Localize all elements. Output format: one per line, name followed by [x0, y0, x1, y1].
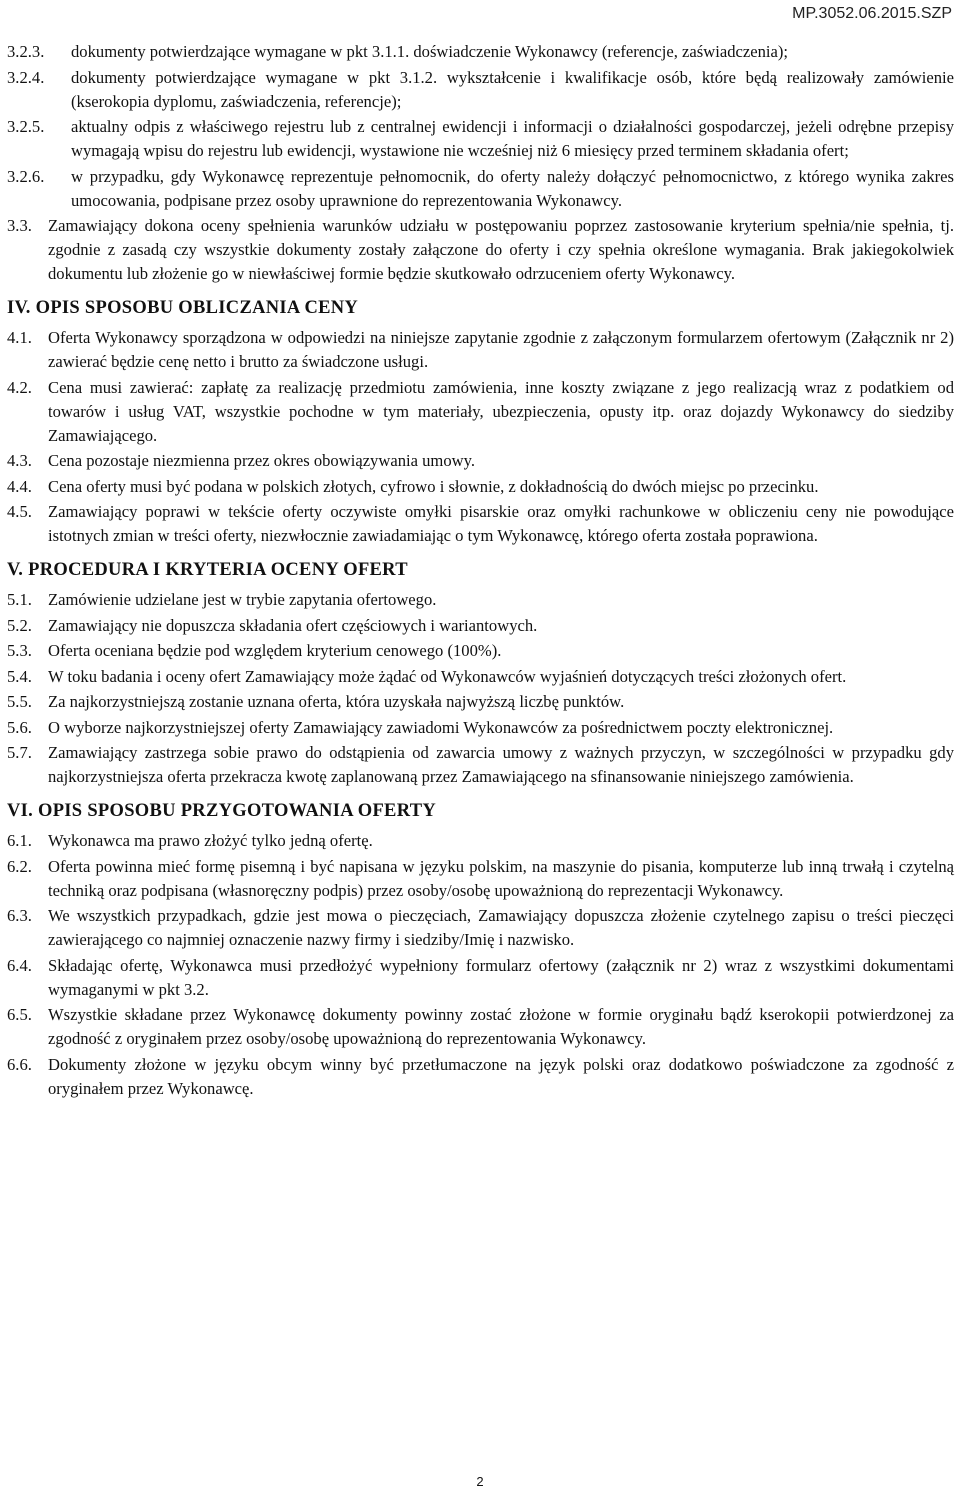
- item-number: 6.3.: [7, 906, 32, 925]
- item-text: Wszystkie składane przez Wykonawcę dokumenty powinny zostać złożone w formie oryginału bądź kserokopii potwierdzonej za zgodność z oryginałem przez osoby/osobę upoważnioną do reprezentowania Wykonawcy.: [48, 1005, 954, 1048]
- item-text: Zamawiający zastrzega sobie prawo do odstąpienia od zawarcia umowy z ważnych przyczyn, w szczególności w przypadku gdy najkorzystniejsza oferta przekracza kwotę zaplanowaną przez Zamawiającego na sfinansowanie niniejszego zamówienia.: [48, 743, 954, 786]
- item-text: We wszystkich przypadkach, gdzie jest mowa o pieczęciach, Zamawiający dopuszcza złożenie czytelnego zapisu o treści pieczęci zawierającego co najmniej oznaczenie nazwy firmy i siedziby/Imię i nazwisko.: [48, 906, 954, 949]
- item-text: w przypadku, gdy Wykonawcę reprezentuje pełnomocnik, do oferty należy dołączyć pełnomocnictwo, z którego wynika zakres umocowania, podpisane przez osoby uprawnione do reprezentowania Wykonawcy.: [71, 166, 954, 210]
- item-number: 4.3.: [7, 451, 32, 470]
- item-number: 4.5.: [7, 502, 32, 521]
- section-heading: V. PROCEDURA I KRYTERIA OCENY OFERT: [7, 560, 408, 580]
- item-number: 6.5.: [7, 1005, 32, 1024]
- list-item: [7, 904, 954, 952]
- list-item: [7, 214, 954, 286]
- item-text: Oferta oceniana będzie pod względem kryterium cenowego (100%).: [48, 641, 502, 660]
- list-item: [7, 639, 954, 663]
- page-number: 2: [476, 1474, 484, 1489]
- item-text: Składając ofertę, Wykonawca musi przedłożyć wypełniony formularz ofertowy (załącznik nr 2) wraz z wszystkimi dokumentami wymaganymi w pkt 3.2.: [48, 955, 954, 999]
- item-number: 5.6.: [7, 717, 32, 737]
- list-item: [7, 741, 954, 789]
- item-number: 3.2.5.: [7, 117, 45, 136]
- item-number: 6.2.: [7, 856, 32, 876]
- item-text: Oferta powinna mieć formę pisemną i być napisana w języku polskim, na maszynie do pisania, komputerze lub inną trwałą i czytelną techniką oraz podpisana (własnoręczny podpis) przez osoby/osobę upoważnioną do reprezentacji Wykonawcy.: [48, 856, 954, 900]
- item-number: 3.3.: [7, 216, 32, 235]
- list-item: [7, 588, 954, 612]
- item-number: 5.7.: [7, 743, 32, 762]
- item-text: dokumenty potwierdzające wymagane w pkt 3.1.2. wykształcenie i kwalifikacje osób, które będą realizowały zamówienie (kserokopia dyplomu, zaświadczenia, referencje);: [71, 67, 954, 111]
- item-number: 5.5.: [7, 692, 32, 711]
- list-item: [7, 40, 954, 64]
- item-number: 6.4.: [7, 955, 32, 975]
- section-heading: IV. OPIS SPOSOBU OBLICZANIA CENY: [7, 298, 359, 318]
- item-number: 5.2.: [7, 615, 32, 635]
- item-number: 3.2.6.: [7, 166, 45, 186]
- item-text: Zamówienie udzielane jest w trybie zapytania ofertowego.: [48, 590, 437, 609]
- item-text: Za najkorzystniejszą zostanie uznana oferta, która uzyskała najwyższą liczbę punktów.: [48, 692, 625, 711]
- list-item: [7, 165, 954, 213]
- item-number: 5.3.: [7, 641, 32, 660]
- item-text: Oferta Wykonawcy sporządzona w odpowiedzi na niniejsze zapytanie zgodnie z załączonym formularzem ofertowym (Załącznik nr 2) zawierać będzie cenę netto i brutto za świadczone usługi.: [48, 328, 954, 371]
- list-item: [7, 115, 954, 163]
- item-number: 4.2.: [7, 377, 32, 397]
- item-number: 6.6.: [7, 1054, 32, 1074]
- item-text: O wyborze najkorzystniejszej oferty Zamawiający zawiadomi Wykonawców za pośrednictwem poczty elektronicznej.: [48, 717, 834, 737]
- list-item: [7, 1053, 954, 1101]
- item-text: W toku badania i oceny ofert Zamawiający może żądać od Wykonawców wyjaśnień dotyczących treści złożonych ofert.: [48, 666, 847, 686]
- list-item: [7, 829, 954, 853]
- item-text: Cena oferty musi być podana w polskich złotych, cyfrowo i słownie, z dokładnością do dwóch miejsc po przecinku.: [48, 476, 819, 496]
- list-item: [7, 1003, 954, 1051]
- list-item: [7, 665, 954, 689]
- list-item: [7, 855, 954, 903]
- item-text: dokumenty potwierdzające wymagane w pkt 3.1.1. doświadczenie Wykonawcy (referencje, zaświadczenia);: [71, 42, 788, 61]
- item-number: 5.4.: [7, 666, 32, 686]
- item-text: Zamawiający dokona oceny spełnienia warunków udziału w postępowaniu poprzez zastosowanie kryterium spełnia/nie spełnia, tj. zgodnie z zasadą czy wszystkie dokumenty zostały załączone do oferty i czy spełnia określone wymagania. Brak jakiegokolwiek dokumentu lub złożenie go w niewłaściwej formie będzie skutkowało odrzuceniem oferty Wykonawcy.: [48, 216, 954, 283]
- list-item: [7, 614, 954, 638]
- item-text: aktualny odpis z właściwego rejestru lub z centralnej ewidencji i informacji o działalności gospodarczej, jeżeli odrębne przepisy wymagają wpisu do rejestru lub ewidencji, wystawione nie wcześniej niż 6 miesięcy przed terminem składania ofert;: [71, 117, 954, 160]
- list-item: [7, 716, 954, 740]
- list-item: [7, 376, 954, 448]
- list-item: [7, 449, 954, 473]
- item-number: 3.2.4.: [7, 67, 45, 87]
- item-number: 4.4.: [7, 476, 32, 496]
- item-number: 3.2.3.: [7, 42, 45, 61]
- list-item: [7, 500, 954, 548]
- item-number: 4.1.: [7, 328, 32, 347]
- document-reference: MP.3052.06.2015.SZP: [792, 5, 952, 22]
- item-text: Zamawiający poprawi w tekście oferty oczywiste omyłki pisarskie oraz omyłki rachunkowe w obliczeniu ceny nie powodujące istotnych zmian w treści oferty, niezwłocznie zawiadamiając o tym Wykonawcę, którego oferta została poprawiona.: [48, 502, 954, 545]
- item-number: 6.1.: [7, 831, 32, 850]
- item-text: Wykonawca ma prawo złożyć tylko jedną ofertę.: [48, 831, 373, 850]
- list-item: [7, 326, 954, 374]
- item-text: Cena musi zawierać: zapłatę za realizację przedmiotu zamówienia, inne koszty związane z jego realizacją wraz z podatkiem od towarów i usług VAT, wszystkie pochodne w tym materiały, ubezpieczenia, opusty itp. oraz dojazdy Wykonawcy do siedziby Zamawiającego.: [48, 377, 954, 445]
- item-number: 5.1.: [7, 590, 32, 609]
- item-text: Cena pozostaje niezmienna przez okres obowiązywania umowy.: [48, 451, 475, 470]
- section-heading: VI. OPIS SPOSOBU PRZYGOTOWANIA OFERTY: [7, 801, 437, 821]
- item-text: Dokumenty złożone w języku obcym winny być przetłumaczone na język polski oraz dodatkowo poświadczone za zgodność z oryginałem przez Wykonawcę.: [48, 1054, 954, 1098]
- item-text: Zamawiający nie dopuszcza składania ofert częściowych i wariantowych.: [48, 615, 538, 635]
- list-item: [7, 690, 954, 714]
- document-body: [7, 40, 954, 1102]
- list-item: [7, 475, 954, 499]
- list-item: [7, 954, 954, 1002]
- list-item: [7, 66, 954, 114]
